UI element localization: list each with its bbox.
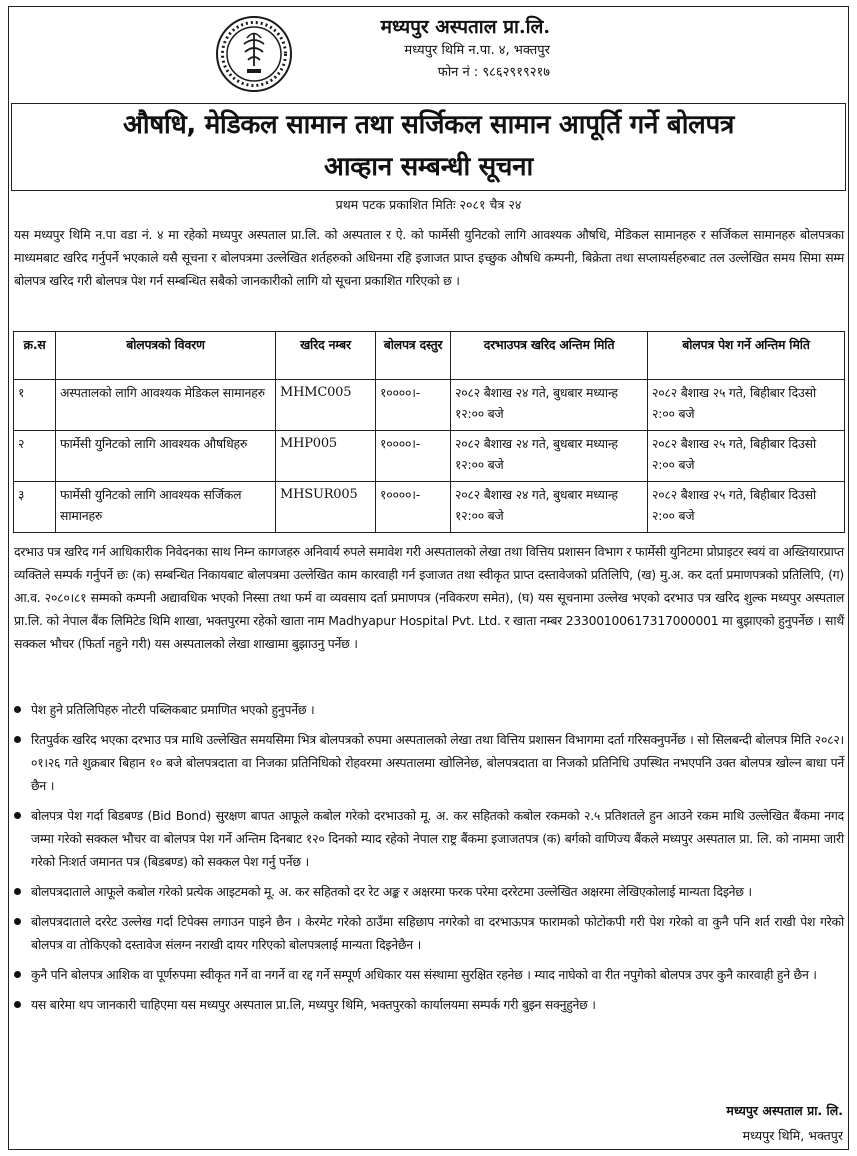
col-header-description: बोलपत्रको विवरण [56,332,276,380]
signature-block [726,1098,843,1148]
cell-sn: ३ [14,482,56,533]
col-header-purchase-number: खरिद नम्बर [276,332,376,380]
bullet-icon [14,736,21,743]
intro-paragraph: यस मध्यपुर थिमि न.पा वडा नं. ४ मा रहेको मध्यपुर अस्पताल प्रा.लि. को अस्पताल र ऐ. को फार्मेसी युनिटको लागि आवश्यक औषधि, मेडिकल सामानहरु र सर्जिकल सामानहरु बोलपत्रका माध्यमबाट खरिद गर्नुपर्ने भएकाले यसै सूचना र बोलपत्रमा उल्लेखित शर्तहरुको अधिनमा रहि इजाजत प्राप्त इच्छुक औषधि कम्पनी, बिक्रेता तथा सप्लायर्सहरुबाट तल उल्लेखित समय सिमा सम्म बोलपत्र खरिद गरी बोलपत्र पेश गर्न सम्बन्धित सबैको जानकारीको लागि यो सूचना प्रकाशित गरिएको छ । [14,227,844,288]
list-item-text: यस बारेमा थप जानकारी चाहिएमा यस मध्यपुर अस्पताल प्रा.लि, मध्यपुर थिमि, भक्तपुरको कार्यालयमा सम्पर्क गरी बुझ्न सक्नुहुनेछ । [31,997,596,1012]
list-item [14,910,844,956]
cell-purchase-number: MHP005 [276,431,376,482]
cell-description: अस्पतालको लागि आवश्यक मेडिकल सामानहरु [56,380,276,431]
col-header-submit-deadline: बोलपत्र पेश गर्ने अन्तिम मिति [648,332,845,380]
cell-sn: १ [14,380,56,431]
cell-fee: १००००।- [376,431,451,482]
list-item [14,963,844,986]
col-header-fee: बोलपत्र दस्तुर [376,332,451,380]
requirements-paragraph: दरभाउ पत्र खरिद गर्न आधिकारीक निवेदनका साथ निम्न कागजहरु अनिवार्य रुपले समावेश गरी अस्पतालको लेखा तथा वित्तिय प्रशासन विभाग र फार्मेसी युनिटमा प्रोप्राइटर स्वयं वा अख्तियारप्राप्त व्यक्तिले सम्पर्क गर्नुपर्ने छः (क) सम्बन्धित निकायबाट बोलपत्रमा उल्लेखित काम कारवाही गर्न इजाजत तथा स्वीकृत प्राप्त दस्तावेजको प्रतिलिपि, (ख) मु.अ. कर दर्ता प्रमाणपत्रको प्रतिलिपि, (ग) आ.व. २०८०।८१ सम्मको कम्पनी अद्यावधिक भएको निस्सा तथा फर्म वा व्यवसाय दर्ता प्रमाणपत्र (नविकरण समेत), (घ) यस सूचनामा उल्लेख भएको दरभाउ पत्र खरिद शुल्क मध्यपुर अस्पताल प्रा.लि. को नेपाल बैंक लिमिटेड थिमि शाखा, भक्तपुरमा रहेको खाता नाम Madhyapur Hospital Pvt. Ltd. र खाता नम्बर 23300100617317000001 मा बुझाएको हुनुपर्नेछ । साथैं सक्कल भौचर (फिर्ता नहुने गरी) यस अस्पतालको लेखा शाखामा बुझाउनु पर्नेछ । [14,544,844,651]
bullet-icon [14,812,21,819]
col-header-purchase-deadline: दरभाउपत्र खरिद अन्तिम मिति [451,332,648,380]
table-header-row [14,332,845,380]
list-item-text: रितपुर्वक खरिद भएका दरभाउ पत्र माथि उल्लेखित समयसिमा भित्र बोलपत्रको रुपमा अस्पतालको लेखा तथा वित्तिय प्रशासन विभागमा दर्ता गरिसक्नुपर्नेछ । सो सिलबन्दी बोलपत्र मिति २०८२।०१।२६ गते शुक्रबार बिहान १० बजे बोलपत्रदाता वा निजका प्रतिनिधिको रोहवरमा अस्पतालमा खोलिनेछ, बोलपत्रदाता वा निजको प्रतिनिधि उपस्थित नभएपनि उक्त बोलपत्र खोल्न बाधा पर्ने छैन । [31,732,844,793]
cell-submit-deadline: २०८२ बैशाख २५ गते, बिहीबार दिउसो २:०० बजे [648,380,845,431]
org-address: मध्यपुर थिमि न.पा. ४, भक्तपुर [404,43,550,58]
list-item [14,698,844,721]
org-header [300,14,550,84]
cell-description: फार्मेसी युनिटको लागि आवश्यक औषधिहरु [56,431,276,482]
cell-purchase-deadline: २०८२ बैशाख २४ गते, बुधबार मध्यान्ह १२:०० बजे [451,482,648,533]
bullet-icon [14,1001,21,1008]
list-item-text: बोलपत्रदाताले आफूले कबोल गरेको प्रत्येक आइटमको मू. अ. कर सहितको दर रेट अङ्क र अक्षरमा फरक परेमा दररेटमा उल्लेखित अक्षरमा लेखिएकोलाई मान्यता दिइनेछ । [31,884,752,899]
list-item [14,804,844,873]
cell-purchase-deadline: २०८२ बैशाख २४ गते, बुधबार मध्यान्ह १२:०० बजे [451,431,648,482]
table-row [14,431,845,482]
list-item [14,993,844,1016]
table-row [14,380,845,431]
cell-purchase-number: MHMC005 [276,380,376,431]
bullet-icon [14,706,21,713]
hospital-seal-icon [214,14,294,94]
notice-title-banner [11,103,846,191]
signature-address: मध्यपुर थिमि, भक्तपुर [742,1128,843,1143]
org-phone: फोन नं : ९८६२९१९२१७ [437,65,550,80]
bullet-icon [14,918,21,925]
cell-sn: २ [14,431,56,482]
list-item-text: बोलपत्र पेश गर्दा बिडबण्ड (Bid Bond) सुरक्षण बापत आफूले कबोल गरेको दरभाउको मू. अ. कर सहितको कबोल रकमको २.५ प्रतिशतले हुन आउने रकम माथि उल्लेखित बैंकमा नगद जम्मा गरेको सक्कल भौचर वा बोलपत्र पेश गर्ने अन्तिम दिनबाट १२० दिनको म्याद रहेको नेपाल राष्ट्र बैंकमा इजाजतपत्र (क) बर्गको वाणिज्य बैंकले मध्यपुर अस्पताल प्रा. लि. को नाममा जारी गरेको निःशर्त जमानत पत्र (बिडबण्ड) को सक्कल पेश गर्नु पर्नेछ । [31,808,844,869]
cell-purchase-number: MHSUR005 [276,482,376,533]
notice-title-line1: औषधि, मेडिकल सामान तथा सर्जिकल सामान आपूर्ति गर्ने बोलपत्र [122,110,735,140]
bullet-icon [14,971,21,978]
list-item-text: पेश हुने प्रतिलिपिहरु नोटरी पब्लिकबाट प्रमाणित भएको हुनुपर्नेछ । [31,702,315,717]
cell-fee: १००००।- [376,380,451,431]
cell-fee: १००००।- [376,482,451,533]
col-header-sn: क्र.स [14,332,56,380]
list-item [14,880,844,903]
conditions-list [14,698,844,1016]
cell-description: फार्मेसी युनिटको लागि आवश्यक सर्जिकल सामानहरु [56,482,276,533]
bullet-icon [14,888,21,895]
org-name: मध्यपुर अस्पताल प्रा.लि. [380,16,550,38]
cell-purchase-deadline: २०८२ बैशाख २४ गते, बुधबार मध्यान्ह १२:०० बजे [451,380,648,431]
signature-name: मध्यपुर अस्पताल प्रा. लि. [726,1103,843,1118]
table-row [14,482,845,533]
tender-table [13,331,845,533]
cell-submit-deadline: २०८२ बैशाख २५ गते, बिहीबार दिउसो २:०० बजे [648,431,845,482]
notice-title-line2: आव्हान सम्बन्धी सूचना [323,152,533,182]
cell-submit-deadline: २०८२ बैशाख २५ गते, बिहीबार दिउसो २:०० बजे [648,482,845,533]
list-item [14,728,844,797]
list-item-text: कुनै पनि बोलपत्र आशिक वा पूर्णरुपमा स्वीकृत गर्ने वा नगर्ने वा रद्द गर्ने सम्पूर्ण अधिकार यस संस्थामा सुरक्षित रहनेछ । म्याद नाघेको वा रीत नपुगेको बोलपत्र उपर कुनै कारवाही हुने छैन । [31,967,817,982]
list-item-text: बोलपत्रदाताले दररेट उल्लेख गर्दा टिपेक्स लगाउन पाइने छैन । केरमेट गरेको ठाउँमा सहिछाप नगरेको वा दरभाऊपत्र फारामको फोटोकपी गरी पेश गरेको वा कुनै पनि शर्त राखी पेश गरेको बोलपत्र वा तोकिएको दस्तावेज संलग्न नराखी दायर गरिएको बोलपत्रलाई मान्यता दिइनेछैन । [31,914,844,952]
publication-date: प्रथम पटक प्रकाशित मितिः २०८१ चैत्र २४ [335,197,522,212]
